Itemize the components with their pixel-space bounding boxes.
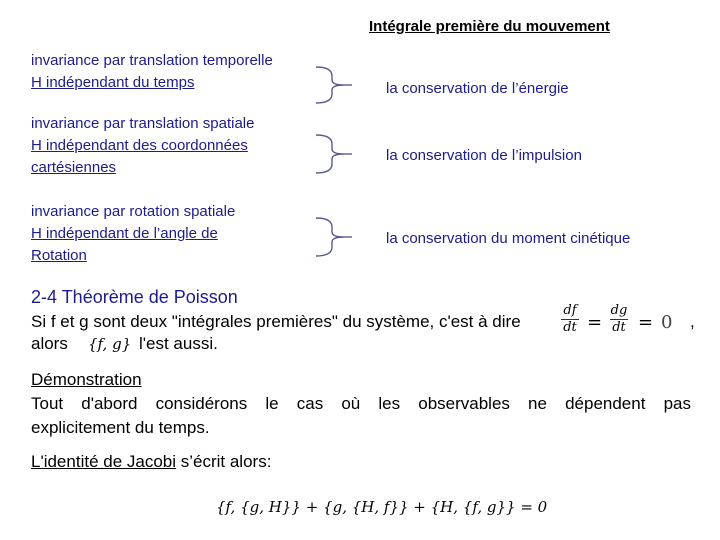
fraction-df-dt [561,304,579,335]
word: cas [296,394,324,413]
equals-sign: = [587,312,603,333]
word: ne [528,394,547,413]
page-title: Intégrale première du mouvement [369,18,610,35]
condition-label: H indépendant du temps [31,74,195,91]
invariance-item-3 [31,201,235,267]
condition-label-line2: cartésiennes [31,159,117,176]
conservation-angular-momentum: la conservation du moment cinétique [386,230,631,247]
word: d'abord [81,394,138,413]
aussi-text: l'est aussi. [139,334,218,353]
demonstration-title: Démonstration [31,370,142,389]
right-brace-icon [314,217,354,259]
statement-comma: , [690,312,695,331]
denominator: dt [612,320,626,335]
invariance-item-1 [31,50,273,94]
poisson-bracket-fg: {f, g} [88,335,132,353]
word: le [265,394,279,413]
alors-word: alors [31,334,68,353]
demonstration-line2: explicitement du temps. [31,418,210,437]
condition-label-line1: H indépendant de l’angle de [31,225,218,242]
invariance-item-2 [31,113,254,179]
fraction-dg-dt [610,304,628,335]
jacobi-label: L'identité de Jacobi [31,452,177,471]
word: considérons [155,394,248,413]
invariance-label: invariance par rotation spatiale [31,203,236,220]
word: Tout [31,394,64,413]
word: dépendent [565,394,646,413]
demonstration-line1 [31,394,691,414]
numerator: df [563,303,577,318]
condition-label-line2: Rotation [31,247,87,264]
poisson-statement: Si f et g sont deux "intégrales premières" du système, c'est à dire [31,312,521,331]
jacobi-suffix: s’écrit alors: [176,452,272,471]
invariance-label: invariance par translation spatiale [31,115,255,132]
right-brace-icon [314,134,354,176]
equals-sign: = [638,312,654,333]
zero-value: 0 [661,312,673,333]
condition-label-line1: H indépendant des coordonnées [31,137,248,154]
conservation-momentum: la conservation de l’impulsion [386,147,582,164]
word: où [341,394,361,413]
word: observables [418,394,510,413]
jacobi-formula: {f, {g, H}} + {g, {H, f}} + {H, {f, g}} = 0 [216,498,548,516]
section-heading: 2-4 Théorème de Poisson [31,287,238,307]
word: pas [663,394,691,413]
right-brace-icon [314,66,354,106]
jacobi-intro [31,452,271,472]
conservation-energy: la conservation de l’énergie [386,80,569,97]
denominator: dt [563,320,577,335]
word: les [378,394,401,413]
numerator: dg [610,303,628,318]
invariance-label: invariance par translation temporelle [31,52,273,69]
